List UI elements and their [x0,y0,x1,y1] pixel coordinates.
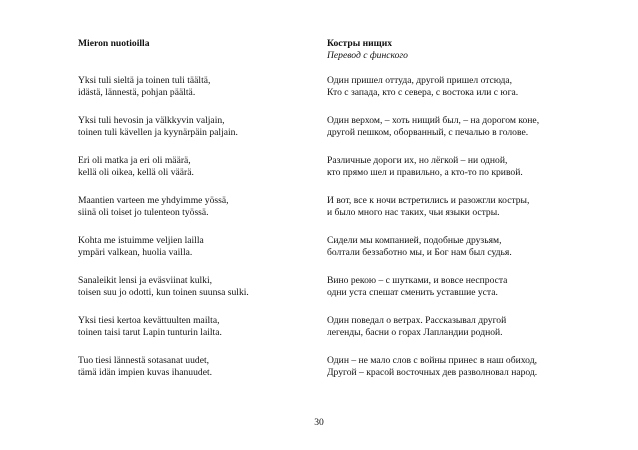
verse-line: Yksi tiesi kertoa kevättuulten mailta, [78,315,220,326]
verse-line: Один поведал о ветрах. Рассказывал другой [327,315,507,326]
verse-line: idästä, lännestä, pohjan päältä. [78,87,196,99]
verse-line: Eri oli matka ja eri oli määrä, [78,155,191,166]
verse-line: Yksi tuli hevosin ja välkkyvin valjain, [78,115,225,126]
verse-line: ympäri valkean, huolia vailla. [78,247,193,259]
verse-line: другой пешком, оборванный, с печалью в голове. [327,127,529,139]
stanza [327,275,587,300]
verse-line: Вино рекою – с шутками, и вовсе неспроста [327,275,508,286]
stanza [327,155,587,180]
finnish-title: Mieron nuotioilla [78,38,150,49]
verse-line: одни уста спешат сменить уставшие уста. [327,287,498,299]
verse-line: tämä idän impien kuvas ihanuudet. [78,367,213,379]
page-number: 30 [314,417,324,428]
stanza [327,115,587,140]
stanza [78,75,318,100]
verse-line: kellä oli oikea, kellä oli väärä. [78,167,194,179]
finnish-header [78,38,318,75]
stanza [78,195,318,220]
russian-title: Костры нищих [327,38,393,49]
verse-line: toisen suu jo odotti, kun toinen suunsa sulki. [78,287,249,299]
finnish-poem [78,38,318,395]
russian-stanzas [327,75,587,380]
russian-poem [327,38,587,395]
verse-line: легенды, басни о горах Лапландии родной. [327,327,503,339]
stanza [78,275,318,300]
verse-line: toinen taisi tarut Lapin tunturin lailta. [78,327,222,339]
stanza [327,75,587,100]
verse-line: Sanaleikit lensi ja eväsviinat kulki, [78,275,213,286]
stanza [327,355,587,380]
verse-line: Один – не мало слов с войны принес в наш обиход, [327,355,537,366]
verse-line: Кто с запада, кто с севера, с востока или с юга. [327,87,519,99]
stanza [327,195,587,220]
stanza [327,315,587,340]
verse-line: toinen tuli kävellen ja kyynärpäin paljain. [78,127,238,139]
verse-line: и было много нас таких, чьи языки остры. [327,207,500,219]
verse-line: болтали беззаботно мы, и Бог нам был судья. [327,247,512,259]
verse-line: Tuo tiesi lännestä sotasanat uudet, [78,355,210,366]
stanza [78,355,318,380]
verse-line: siinä oli toiset jo tulenteon työssä. [78,207,209,219]
russian-header [327,38,587,75]
stanza [327,235,587,260]
verse-line: Yksi tuli sieltä ja toinen tuli täältä, [78,75,211,86]
verse-line: Maantien varteen me yhdyimme yössä, [78,195,229,206]
verse-line: кто прямо шел и правильно, а кто-то по кривой. [327,167,523,179]
verse-line: Один верхом, – хоть нищий был, – на дорогом коне, [327,115,540,126]
verse-line: Другой – красой восточных дев разволновал народ. [327,367,538,379]
verse-line: Один пришел оттуда, другой пришел отсюда, [327,75,513,86]
verse-line: Сидели мы компанией, подобные друзьям, [327,235,502,246]
stanza [78,315,318,340]
verse-line: Различные дороги их, но лёгкой – ни одной, [327,155,508,166]
stanza [78,155,318,180]
verse-line: И вот, все к ночи встретились и разожгли костры, [327,195,530,206]
stanza [78,235,318,260]
stanza [78,115,318,140]
verse-line: Kohta me istuimme veljien lailla [78,235,204,246]
russian-subtitle: Перевод с финского [327,50,408,62]
finnish-stanzas [78,75,318,380]
